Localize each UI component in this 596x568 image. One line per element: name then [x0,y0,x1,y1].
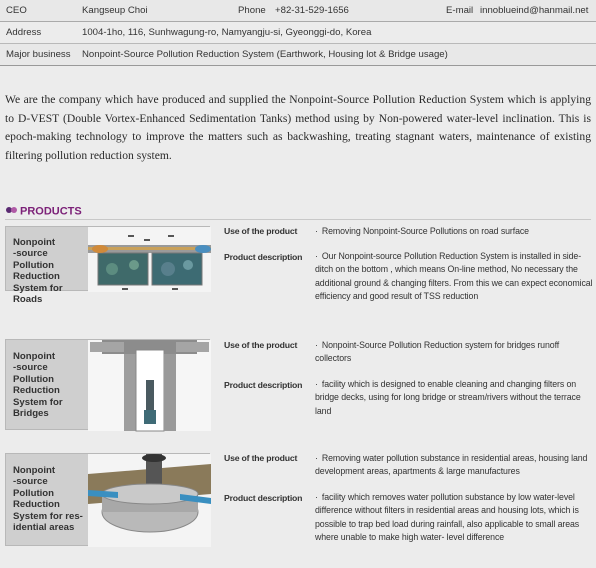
road-system-diagram-image [88,227,211,290]
address-label: Address [6,27,42,38]
product-title-bridges: Nonpoint -source Pollution Reduction System for Bridges [6,340,88,429]
desc-label-bridges: Product description [224,380,303,390]
use-label-residential: Use of the product [224,453,298,463]
info-row-ceo [0,0,596,22]
desc-label-roads: Product description [224,252,303,262]
desc-label-residential: Product description [224,493,303,503]
use-value-roads: · Removing Nonpoint-Source Pollutions on road surface [315,226,529,236]
email-label: E-mail [446,5,474,16]
products-divider [5,219,591,220]
use-value-bridges: · Nonpoint-Source Pollution Reduction system for bridges runoff collectors [315,340,560,364]
company-intro-paragraph: We are the company which have produced and supplied the Nonpoint-Source Pollution Reduction System which is applying to D-VEST (Double Vortex-Enhanced Sedimentation Tanks) method using by Non-powered water-level inclination. This is epoch-making technology to improve the matters such as backwashing, treating stagnant waters, maintenance of existing filtering pollution reduction system. [5,93,591,162]
product-title-residential: Nonpoint -source Pollution Reduction System for res- idential areas [6,454,88,545]
business-label: Major business [6,49,71,60]
email-value: innoblueind@hanmail.net [480,5,589,16]
info-row-address [0,22,596,44]
products-heading-text: PRODUCTS [20,205,82,218]
use-label-roads: Use of the product [224,226,298,236]
address-value: 1004-1ho, 116, Sunhwagung-ro, Namyangju-si, Gyeonggi-do, Korea [82,27,372,38]
product-card-roads [5,226,210,306]
ceo-label: CEO [6,5,27,16]
use-value-residential: · Removing water pollution substance in residential areas, housing land development areas, apartments & large manufactures [315,453,588,477]
phone-label: Phone [238,5,266,16]
desc-value-bridges: · facility which is designed to enable cleaning and changing filters on bridge decks, using for long bridge or stream/rivers without the terrace land [315,379,581,416]
product-title-roads: Nonpoint -source Pollution Reduction System for Roads [6,227,88,290]
company-info-table [0,0,596,66]
residential-system-image [88,454,211,545]
product-card-bridges [5,339,210,430]
phone-value: +82-31-529-1656 [275,5,349,16]
desc-value-residential: · facility which removes water pollution substance by low water-level difference without filters in residential areas and housing lots, which is possible to trap bed load during rainfall, also applicable to small areas where unable to make high water- level difference [315,492,580,543]
bridge-system-image [88,340,211,429]
product-card-residential [5,453,210,546]
desc-value-roads: · Our Nonpoint-source Pollution Reduction System is installed in side-ditch on the bottom , which means On-line method, No necessary the additional ground & changing filters. From this we can expect economical efficiency and good result of TSS reduction [315,251,593,302]
business-value: Nonpoint-Source Pollution Reduction System (Earthwork, Housing lot & Bridge usage) [82,49,448,60]
products-heading [6,205,82,218]
ceo-value: Kangseup Choi [82,5,148,16]
use-label-bridges: Use of the product [224,340,298,350]
bullet-dots-icon [6,204,16,217]
info-row-business [0,44,596,66]
